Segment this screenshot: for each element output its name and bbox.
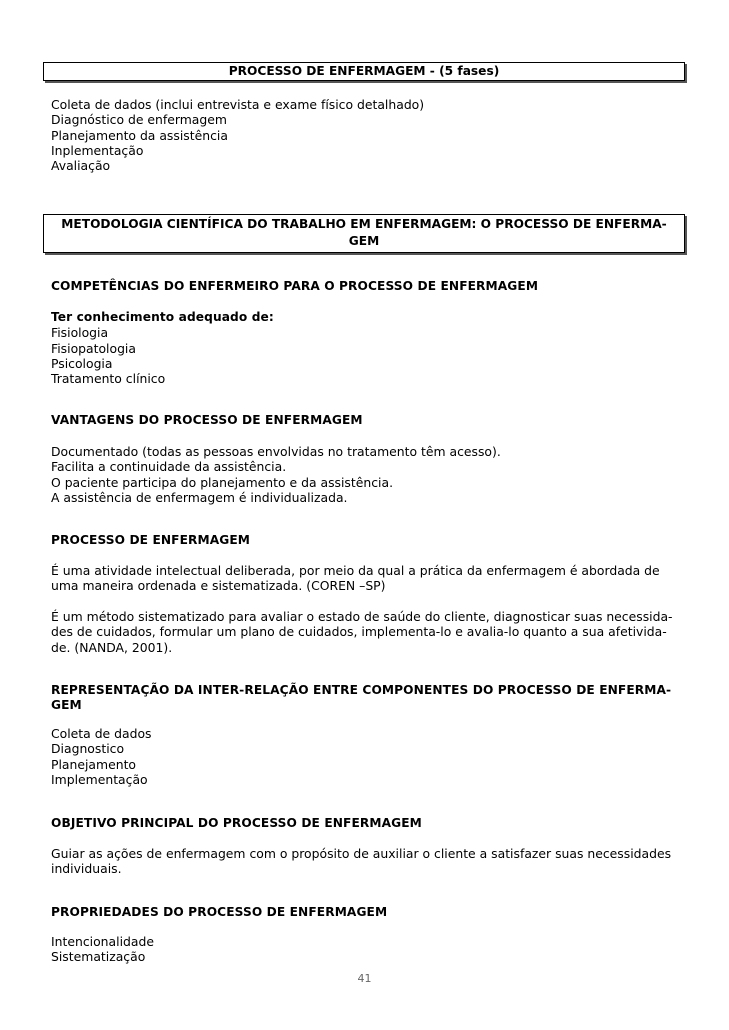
propriedades-list [51,934,676,965]
list-item: Planejamento [51,756,137,772]
list-item: Sistematização [51,949,146,965]
list-item: Inplementação [51,142,144,158]
phases-list [51,97,676,173]
list-item: Planejamento da assistência [51,127,228,143]
subheading: Ter conhecimento adequado de: [51,310,274,324]
list-item: Psicologia [51,355,113,371]
list-item: Implementação [51,771,148,787]
section-heading-line2: GEM [51,698,82,713]
vantagens-list [51,444,676,505]
list-item: A assistência de enfermagem é individualizada. [51,489,348,505]
paragraph-line: uma maneira ordenada e sistematizada. (COREN –SP) [51,578,386,594]
propriedades-section [51,905,676,920]
list-item: Fisiopatologia [51,340,136,356]
list-item: Documentado (todas as pessoas envolvidas no tratamento têm acesso). [51,444,501,459]
processo-paragraph-1 [51,563,676,594]
section-heading-line1: REPRESENTAÇÃO DA INTER-RELAÇÃO ENTRE COMPONENTES DO PROCESSO DE ENFERMA- [51,683,672,697]
processo-section [51,533,676,548]
objetivo-text [51,846,676,877]
paragraph-line: É uma atividade intelectual deliberada, por meio da qual a prática da enfermagem é abordada de [51,563,660,578]
list-item: Diagnostico [51,741,125,757]
list-item: Diagnóstico de enfermagem [51,112,227,128]
list-item: Facilita a continuidade da assistência. [51,459,287,475]
methodology-title-line1: METODOLOGIA CIENTÍFICA DO TRABALHO EM ENFERMAGEM: O PROCESSO DE ENFERMA- [61,217,667,231]
process-phases-title-box [43,62,685,81]
paragraph-line: des de cuidados, formular um plano de cuidados, implementa-lo e avalia-lo quanto a sua afetivida- [51,624,667,640]
section-heading: PROCESSO DE ENFERMAGEM [51,533,251,547]
page-number: 41 [357,972,372,985]
competencias-list [51,310,676,386]
representacao-list [51,726,676,787]
list-item: Avaliação [51,158,111,174]
process-phases-title: PROCESSO DE ENFERMAGEM - (5 fases) [228,64,500,78]
methodology-title-box [43,214,685,253]
paragraph-line: É um método sistematizado para avaliar o estado de saúde do cliente, diagnosticar suas necessida- [51,609,673,624]
list-item: Intencionalidade [51,934,154,949]
list-item: O paciente participa do planejamento e da assistência. [51,474,394,490]
processo-paragraph-2 [51,609,676,655]
representacao-section [51,683,676,714]
list-item: Coleta de dados (inclui entrevista e exame físico detalhado) [51,97,425,112]
objetivo-section [51,816,676,831]
section-heading: VANTAGENS DO PROCESSO DE ENFERMAGEM [51,413,363,427]
methodology-title-line2: GEM [348,234,380,248]
section-heading: COMPETÊNCIAS DO ENFERMEIRO PARA O PROCESSO DE ENFERMAGEM [51,279,539,293]
section-heading: OBJETIVO PRINCIPAL DO PROCESSO DE ENFERMAGEM [51,816,422,830]
section-heading: PROPRIEDADES DO PROCESSO DE ENFERMAGEM [51,905,388,919]
vantagens-section [51,413,676,428]
list-item: Tratamento clínico [51,371,166,387]
list-item: Fisiologia [51,325,109,341]
paragraph-line: de. (NANDA, 2001). [51,639,173,655]
competencias-section [51,279,676,294]
paragraph-line: Guiar as ações de enfermagem com o propósito de auxiliar o cliente a satisfazer suas necessidades [51,846,672,861]
paragraph-line: individuais. [51,861,122,877]
list-item: Coleta de dados [51,726,152,741]
